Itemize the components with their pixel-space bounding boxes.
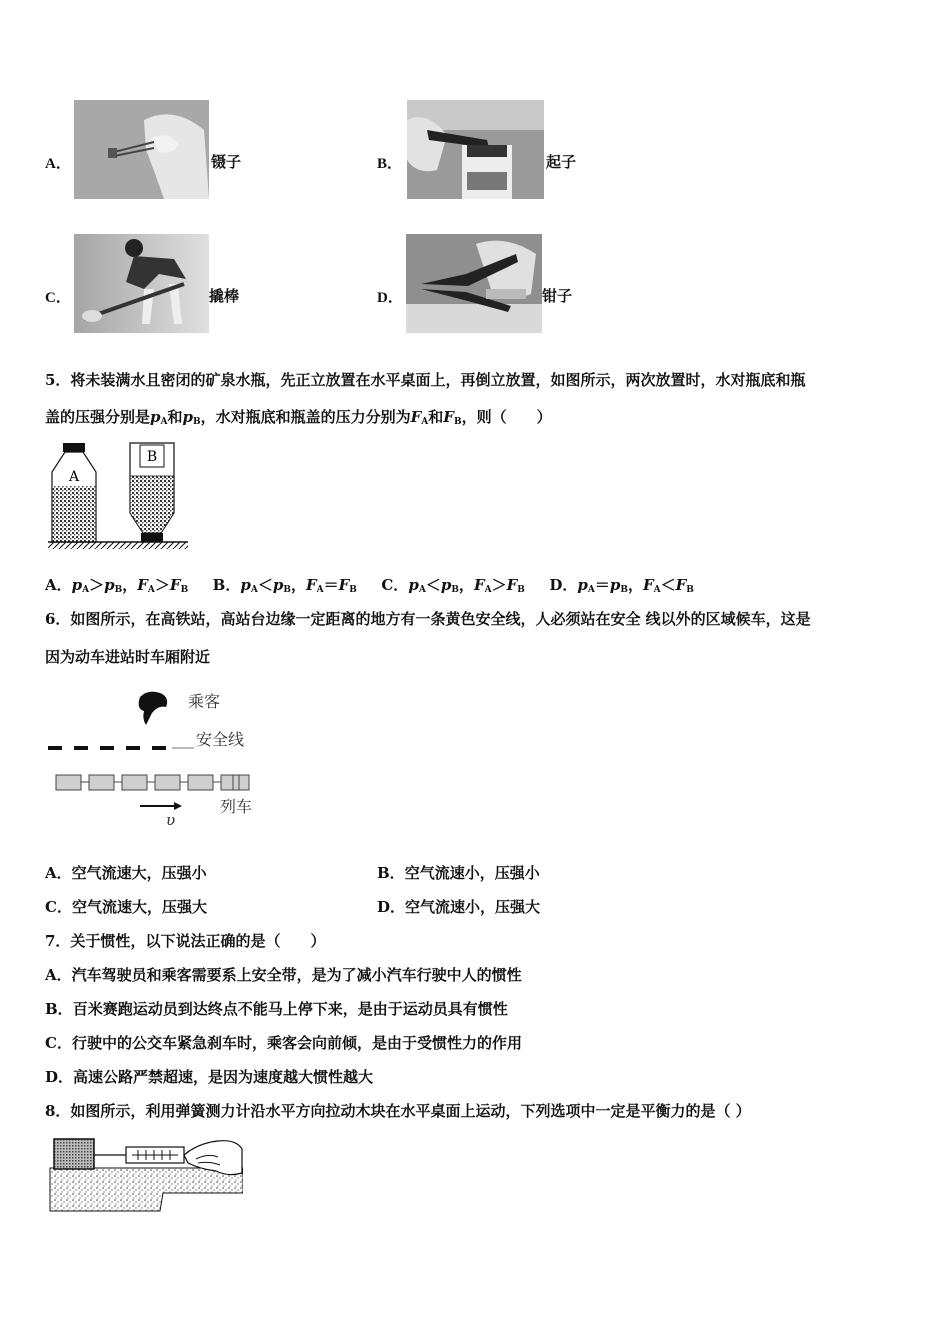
option-letter: C．	[45, 290, 71, 306]
q6-stem-line2: 因为动车进站时车厢附近	[45, 648, 211, 666]
q7-option-c[interactable]: C．行驶中的公交车紧急刹车时，乘客会向前倾，是由于受惯性力的作用	[45, 1034, 522, 1052]
wooden-block	[54, 1139, 94, 1169]
q8-stem: 8．如图所示，利用弹簧测力计沿水平方向拉动木块在水平桌面上运动，下列选项中一定是平衡力的是（ ）	[45, 1102, 751, 1120]
q5-option-d[interactable]: D．$p_A=p_B$，$F_A<F_B$	[549, 576, 694, 595]
q5-options	[45, 575, 694, 600]
crowbar-label: 撬棒	[209, 287, 240, 305]
bottle-b-label: B	[146, 449, 158, 465]
bottle-a-label: A	[68, 469, 80, 485]
q5-option-c[interactable]: C．$p_A<p_B$，$F_A>F_B$	[381, 576, 525, 595]
q7-option-d[interactable]: D．高速公路严禁超速，是因为速度越大惯性越大	[45, 1068, 374, 1086]
tweezers-photo	[74, 100, 209, 199]
tweezers-label: 镊子	[211, 153, 242, 171]
passenger-label: 乘客	[188, 692, 221, 711]
pliers-photo	[406, 234, 542, 333]
bottles-figure	[48, 440, 188, 552]
q5-stem-line1: 5．将未装满水且密闭的矿泉水瓶，先正立放置在水平桌面上，再倒立放置，如图所示，两次放置时，水对瓶底和瓶	[45, 371, 806, 389]
safety-line	[48, 746, 194, 750]
table-surface	[50, 1168, 243, 1211]
option-letter: D．	[377, 290, 403, 306]
bottle-opener-label: 起子	[546, 153, 577, 171]
q7-option-a[interactable]: A．汽车驾驶员和乘客需要系上安全带，是为了减小汽车行驶中人的惯性	[45, 966, 522, 984]
option-letter: A．	[45, 156, 71, 172]
q6-option-b[interactable]: B．空气流速小，压强小	[377, 864, 540, 882]
q6-option-d[interactable]: D．空气流速小，压强大	[377, 898, 541, 916]
passenger-icon	[139, 692, 167, 725]
q6-option-a[interactable]: A．空气流速大，压强小	[45, 864, 207, 882]
safety-line-label: 安全线	[196, 730, 245, 749]
q5-option-a[interactable]: A．$p_A>p_B$，$F_A>F_B$	[45, 576, 189, 595]
bottle-a-water	[53, 486, 96, 542]
q5-option-b[interactable]: B．$p_A<p_B$，$F_A=F_B$	[212, 576, 357, 595]
pliers-label: 钳子	[542, 287, 573, 305]
bottle-a-cap	[63, 443, 85, 452]
q6-option-c[interactable]: C．空气流速大，压强大	[45, 898, 207, 916]
q7-stem: 7．关于惯性，以下说法正确的是（ ）	[45, 932, 326, 950]
bottle-b-cap	[141, 533, 163, 542]
train-figure	[48, 683, 268, 833]
q7-option-b[interactable]: B．百米赛跑运动员到达终点不能马上停下来，是由于运动员具有惯性	[45, 1000, 508, 1018]
train-cars	[56, 775, 249, 790]
train-label: 列车	[220, 797, 253, 816]
table-surface	[48, 542, 188, 549]
q5-stem-line2: 盖的压强分别是$p_A$和$p_B$，水对瓶底和瓶盖的压力分别为$F_A$和$F_B$，则（ ）	[45, 408, 552, 427]
option-letter: B．	[377, 156, 403, 172]
bottle-opener-photo	[407, 100, 544, 199]
spring-scale-figure	[48, 1133, 243, 1213]
q6-stem-line1: 6．如图所示，在高铁站，高站台边缘一定距离的地方有一条黄色安全线，人必须站在安全 线以外的区域候车，这是	[45, 610, 811, 628]
crowbar-photo	[74, 234, 209, 333]
velocity-label: υ	[166, 811, 176, 829]
